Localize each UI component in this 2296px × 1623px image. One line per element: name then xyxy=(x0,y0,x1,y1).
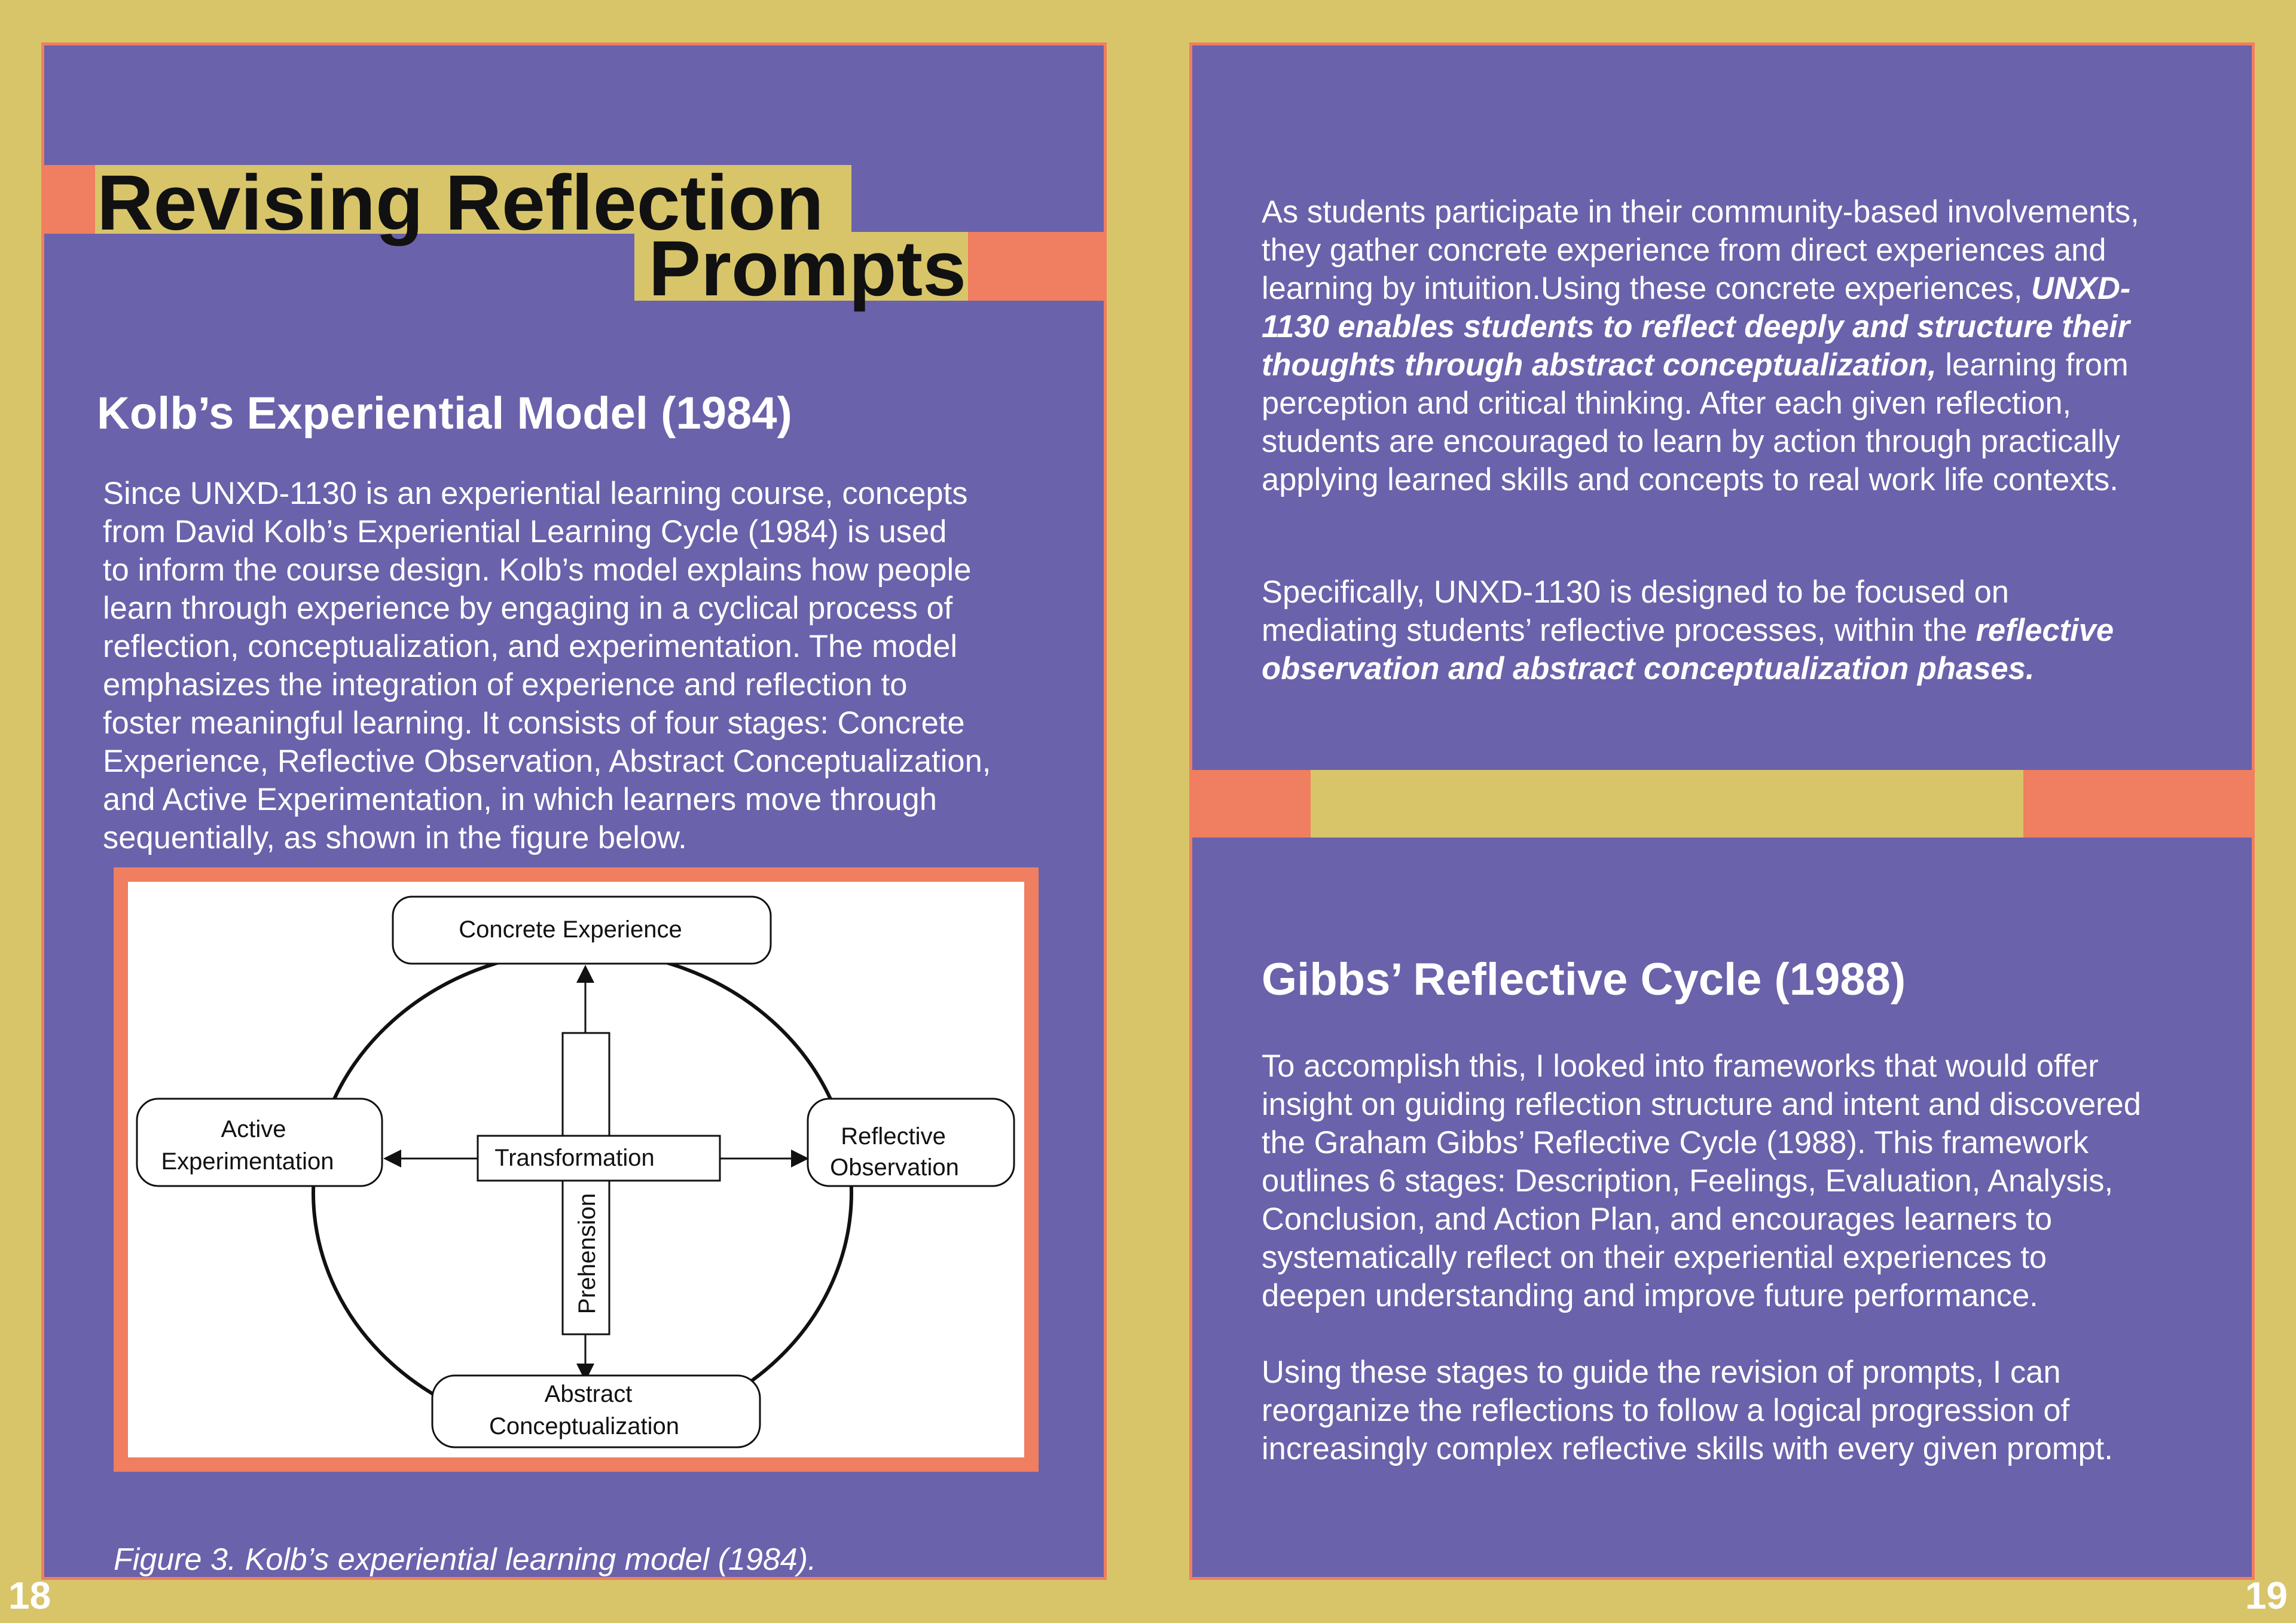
left-page xyxy=(41,42,1107,1580)
para1-text-b: learning from perception and critical thinking. After each given reflection, students are encouraged to learn by action through practically applying learned skills and concepts to real work life contexts. xyxy=(1262,347,2129,497)
gibbs-body-text xyxy=(1262,1047,2242,1315)
kolb-paragraph: Since UNXD-1130 is an experiential learning course, concepts from David Kolb’s Experiential Learning Cycle (1984) is used to inform the course design. Kolb’s model explains how people learn through experience by engaging in a cyclical process of reflection, conceptualization, and experimentation. The model emphasizes the integration of experience and reflection to foster meaningful learning. It consists of four stages: Concrete Experience, Reflective Observation, Abstract Conceptualization, and Active Experimentation, in which learners move through sequentially, as shown in the figure below. xyxy=(103,476,991,855)
divider-band xyxy=(1311,770,2023,838)
title-accent-bar xyxy=(968,232,1107,301)
section-heading-gibbs: Gibbs’ Reflective Cycle (1988) xyxy=(1262,954,1906,1005)
kolb-diagram xyxy=(128,882,1024,1457)
para2-text: Specifically, UNXD-1130 is designed to be focused on mediating students’ reflective processes, within the xyxy=(1262,574,2010,648)
abstract-label: Abstract xyxy=(544,1381,633,1407)
active-label: Active xyxy=(221,1116,286,1142)
para1-text-a: As students participate in their community-based involvements, they gather concrete experience from direct experiences and learning by intuition.Using these concrete experiences, xyxy=(1262,194,2139,306)
experimentation-label: Experimentation xyxy=(161,1148,334,1175)
kolb-body-text xyxy=(103,475,1107,857)
observation-label: Observation xyxy=(830,1154,959,1181)
divider-band-accent xyxy=(2023,770,2252,838)
page-number-left: 18 xyxy=(8,1574,51,1617)
page-title-line-1: Revising Reflection xyxy=(97,158,824,246)
intro-body-text xyxy=(1262,193,2242,499)
revision-body-text xyxy=(1262,1353,2242,1468)
title-accent-bar xyxy=(44,165,95,234)
page-number-right: 19 xyxy=(2245,1574,2288,1617)
figure-caption: Figure 3. Kolb’s experiential learning model (1984). xyxy=(114,1542,817,1577)
para1-emphasis: UNXD- 1130 enables students to reflect deeply and structure their thoughts through abstract conceptualization, xyxy=(1262,271,2131,383)
page-title-line-2: Prompts xyxy=(648,224,966,312)
section-heading-kolb: Kolb’s Experiential Model (1984) xyxy=(97,388,792,439)
transformation-label: Transformation xyxy=(494,1145,655,1171)
concrete-experience-label: Concrete Experience xyxy=(459,916,682,943)
conceptualization-label: Conceptualization xyxy=(489,1413,679,1439)
focus-paragraph xyxy=(1262,573,2242,688)
experience-paragraph xyxy=(1262,193,2242,499)
right-page xyxy=(1189,42,2255,1580)
prehension-label: Prehension xyxy=(574,1193,600,1315)
gibbs-paragraph: To accomplish this, I looked into frameworks that would offer insight on guiding reflection structure and intent and discovered the Graham Gibbs’ Reflective Cycle (1988). This framework outlines 6 stages: Description, Feelings, Evaluation, Analysis, Conclusion, and Action Plan, and encourages learners to systematically reflect on their experiential experiences to deepen understanding and improve future performance. xyxy=(1262,1049,2141,1313)
revision-paragraph: Using these stages to guide the revision of prompts, I can reorganize the reflections to follow a logical progression of increasingly complex reflective skills with every given prompt. xyxy=(1262,1355,2113,1466)
reflective-label: Reflective xyxy=(841,1123,946,1150)
para2-emphasis: reflective observation and abstract conceptualization phases. xyxy=(1262,613,2114,686)
focus-body-text xyxy=(1262,573,2242,688)
divider-band-accent xyxy=(1192,770,1311,838)
